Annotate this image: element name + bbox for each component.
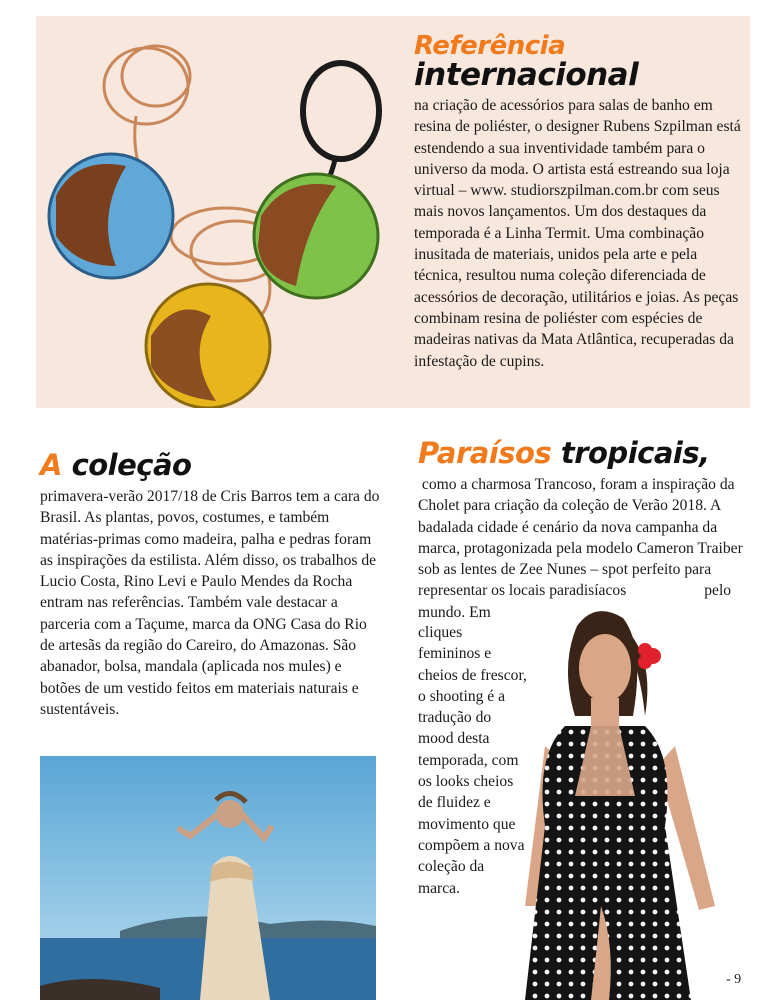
beach-dress-photo (40, 756, 376, 1000)
page-number: - 9 (726, 972, 742, 987)
colecao-title (40, 448, 192, 482)
colecao-body: primavera-verão 2017/18 de Cris Barros tem a cara do Brasil. As plantas, povos, costumes, e também matérias-primas como madeira, palha e pedras foram as inspirações da estilista. Além disso, os trabalhos de Lucio Costa, Rino Levi e Paulo Mendes da Rocha entram nas referências. Também vale destacar a parceria com a Taçume, marca da ONG Casa do Rio de artesãs da região do Careiro, do Amazonas. São abanador, bolsa, mandala (aplicada nos mules) e botões de um vestido feitos em materiais naturais e sustentáveis. (40, 488, 380, 718)
referencia-title-line1: Referência (414, 31, 566, 61)
referencia-title-line2: internacional (414, 57, 639, 93)
model-polka-dot-dress-photo (505, 606, 761, 1000)
paraisos-narrow-text: cliques femininos e cheios de frescor, o shooting é a tradução do mood desta temporada, com os looks cheios de fluidez e movimento que compõem a nova coleção da marca. (418, 624, 527, 897)
referencia-body: na criação de acessórios para salas de banho em resina de poliéster, o designer Rubens Szpilman está estendendo a sua inventividade também para o universo da moda. O artista está estreando sua loja virtual – www. studiorszpilman.com.br com seus mais novos lançamentos. Um dos destaques da temporada é a Linha Termit. Uma combinação inusitada de materiais, unidos pela arte e pela técnica, resultou numa coleção diferenciada de acessórios de decoração, utilitários e joias. As peças combinam resina de poliéster com espécies de madeiras nativas da Mata Atlântica, recuperadas da infestação de cupins. (414, 97, 741, 370)
colecao-title-accent: A (40, 448, 62, 482)
colecao-title-rest: coleção (71, 448, 192, 482)
paraisos-title (418, 436, 710, 470)
paraisos-title-accent: Paraísos (418, 436, 552, 470)
resin-pendants-photo (36, 16, 436, 408)
paraisos-intro: como a charmosa Trancoso, foram a inspiração da Cholet para criação da coleção de Verão 2018. A badalada cidade é cenário da nova campanha da marca, protagonizada pela modelo Cameron Traiber sob as lentes de Zee Nunes – spot perfeito para representar os locais paradisíacos pelo mundo. Em (418, 476, 747, 621)
paraisos-title-rest: tropicais, (560, 436, 710, 470)
